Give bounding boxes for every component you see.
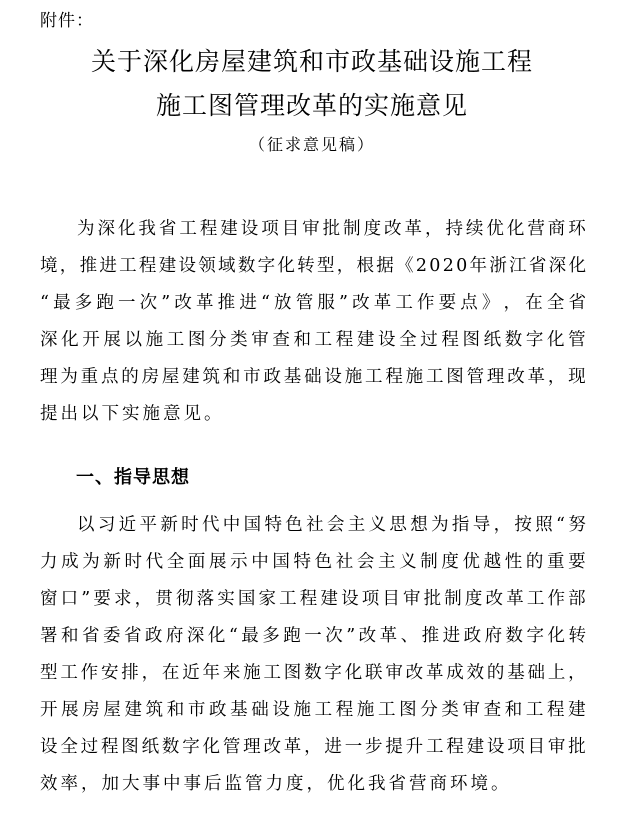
text-line: 提出以下实施意见。: [40, 404, 225, 424]
text-line: “ 最 多 跑 一 次 ” 改 革 推 进 “ 放 管 服 ” 改 革 工 作 要 点 》 ， 在 全 省: [40, 293, 586, 313]
text-line: 窗 口 ” 要 求 ， 贯 彻 落 实 国 家 工 程 建 设 项 目 审 批 制 度 改 革 工 作 部: [40, 589, 586, 609]
text-line: 境 ， 推 进 工 程 建 设 领 域 数 字 化 转 型 ， 根 据 《 2 0 2 0 年 浙 江 省 深 化: [40, 256, 586, 276]
document-title-line-2: 施工图管理改革的实施意见: [155, 91, 468, 120]
text-line: 设 全 过 程 图 纸 数 字 化 管 理 改 革 ， 进 一 步 提 升 工 程 建 设 项 目 审 批: [40, 737, 586, 757]
document-subtitle: （征求意见稿）: [248, 135, 375, 154]
text-line: 以 习 近 平 新 时 代 中 国 特 色 社 会 主 义 思 想 为 指 导 ， 按 照 “ 努: [77, 515, 586, 535]
text-line: 力 成 为 新 时 代 全 面 展 示 中 国 特 色 社 会 主 义 制 度 优 越 性 的 重 要: [40, 552, 586, 572]
text-line: 理 为 重 点 的 房 屋 建 筑 和 市 政 基 础 设 施 工 程 施 工 图 管 理 改 革 ， 现: [40, 367, 586, 387]
text-line: 为 深 化 我 省 工 程 建 设 项 目 审 批 制 度 改 革 ， 持 续 优 化 营 商 环: [77, 219, 586, 239]
attachment-label: 附件：: [40, 11, 94, 31]
text-line: 署 和 省 委 省 政 府 深 化 “ 最 多 跑 一 次 ” 改 革 、 推 进 政 府 数 字 化 转: [40, 626, 586, 646]
text-line: 开 展 房 屋 建 筑 和 市 政 基 础 设 施 工 程 施 工 图 分 类 审 查 和 工 程 建: [40, 700, 586, 720]
text-line: 型 工 作 安 排 ， 在 近 年 来 施 工 图 数 字 化 联 审 改 革 成 效 的 基 础 上 ，: [40, 663, 586, 683]
paragraph-guiding-ideology: [40, 507, 586, 803]
text-line: 效率，加大事中事后监管力度，优化我省营商环境。: [40, 774, 512, 794]
paragraph-intro: [40, 211, 586, 433]
text-line: 深 化 开 展 以 施 工 图 分 类 审 查 和 工 程 建 设 全 过 程 图 纸 数 字 化 管: [40, 330, 586, 350]
section-heading-guiding-ideology: 一、指导思想: [76, 467, 190, 488]
document-title-line-1: 关于深化房屋建筑和市政基础设施工程: [90, 47, 533, 76]
